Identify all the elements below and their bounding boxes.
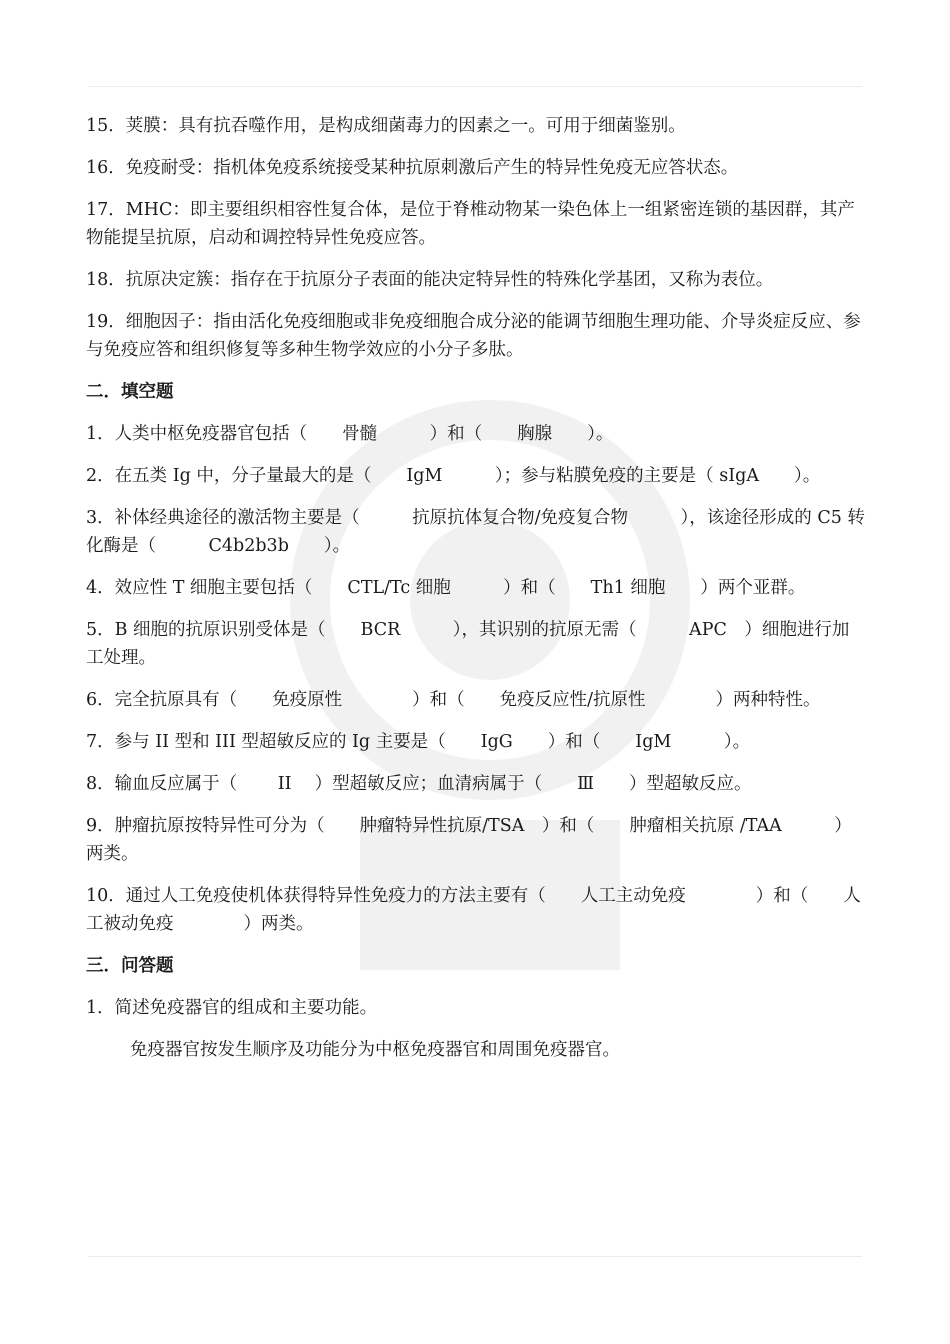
fill-blank-item-2: 2．在五类 Ig 中，分子量最大的是（ IgM ）；参与粘膜免疫的主要是（ sIgA ）。 xyxy=(86,466,821,486)
fill-blank-item-5: 5．B 细胞的抗原识别受体是（ BCR ），其识别的抗原无需（ APC ）细胞进行加工处理。 xyxy=(86,620,850,668)
qa-answer-1: 免疫器官按发生顺序及功能分为中枢免疫器官和周围免疫器官。 xyxy=(130,1040,620,1060)
fill-blank-item-6: 6．完全抗原具有（ 免疫原性 ）和（ 免疫反应性/抗原性 ）两种特性。 xyxy=(86,690,821,710)
fill-blank-item-10: 10．通过人工免疫使机体获得特异性免疫力的方法主要有（ 人工主动免疫 ）和（ 人工被动免疫 ）两类。 xyxy=(86,886,861,934)
definition-16: 16．免疫耐受：指机体免疫系统接受某种抗原刺激后产生的特异性免疫无应答状态。 xyxy=(86,158,739,178)
definition-19: 19．细胞因子：指由活化免疫细胞或非免疫细胞合成分泌的能调节细胞生理功能、介导炎症反应、参与免疫应答和组织修复等多种生物学效应的小分子多肽。 xyxy=(86,312,861,360)
document-body xyxy=(86,112,866,1064)
fill-blank-item-4: 4．效应性 T 细胞主要包括（ CTL/Tc 细胞 ）和（ Th1 细胞 ）两个亚群。 xyxy=(86,578,806,598)
fill-blank-item-1: 1．人类中枢免疫器官包括（ 骨髓 ）和（ 胸腺 ）。 xyxy=(86,424,614,444)
fill-blank-item-8: 8．输血反应属于（ II ）型超敏反应；血清病属于（ Ⅲ ）型超敏反应。 xyxy=(86,774,752,794)
section-heading-fill-blank: 二．填空题 xyxy=(86,382,174,402)
qa-question-1: 1．简述免疫器官的组成和主要功能。 xyxy=(86,998,378,1018)
footer-rule xyxy=(88,1256,862,1257)
definition-17: 17．MHC：即主要组织相容性复合体，是位于脊椎动物某一染色体上一组紧密连锁的基因群，其产物能提呈抗原，启动和调控特异性免疫应答。 xyxy=(86,200,855,248)
fill-blank-item-7: 7．参与 II 型和 III 型超敏反应的 Ig 主要是（ IgG ）和（ IgM ）。 xyxy=(86,732,751,752)
section-heading-qa: 三．问答题 xyxy=(86,956,174,976)
fill-blank-item-9: 9．肿瘤抗原按特异性可分为（ 肿瘤特异性抗原/TSA ）和（ 肿瘤相关抗原 /TAA ）两类。 xyxy=(86,816,852,864)
definition-15: 15．荚膜：具有抗吞噬作用，是构成细菌毒力的因素之一。可用于细菌鉴别。 xyxy=(86,116,686,136)
header-rule xyxy=(88,86,862,87)
fill-blank-item-3: 3．补体经典途径的激活物主要是（ 抗原抗体复合物/免疫复合物 ），该途径形成的 C5 转化酶是（ C4b2b3b ）。 xyxy=(86,508,865,556)
definition-18: 18．抗原决定簇：指存在于抗原分子表面的能决定特异性的特殊化学基团，又称为表位。 xyxy=(86,270,774,290)
